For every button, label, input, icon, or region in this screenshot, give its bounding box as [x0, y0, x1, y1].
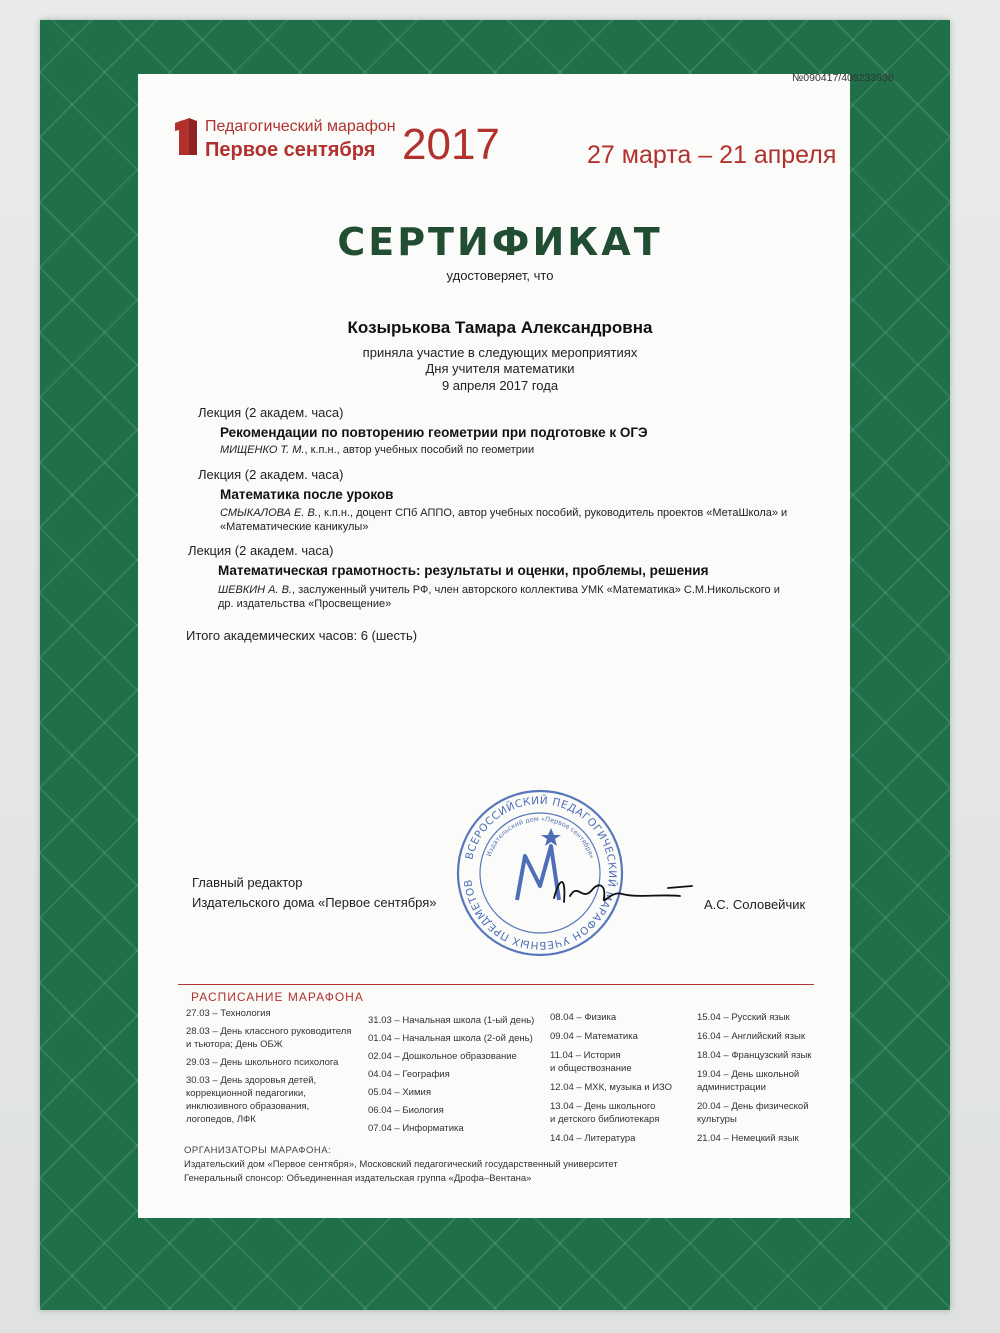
schedule-entry-line: 12.04 – МХК, музыка и ИЗО: [550, 1082, 673, 1093]
handwritten-signature: [548, 872, 698, 912]
schedule-entry-line: 18.04 – Французский язык: [697, 1050, 812, 1061]
schedule-entry-line: 02.04 – Дошкольное образование: [368, 1051, 517, 1062]
lecture-1-author: [220, 443, 534, 457]
schedule-entry-line: 14.04 – Литература: [550, 1133, 636, 1144]
event-name: Дня учителя математики: [425, 361, 575, 376]
schedule-entry-line: 04.04 – География: [368, 1069, 450, 1080]
total-hours: Итого академических часов: 6 (шесть): [186, 628, 418, 643]
marathon-logo-icon: [175, 117, 199, 157]
schedule-column-4: [697, 1011, 811, 1151]
signer-name: А.С. Соловейчик: [704, 897, 806, 912]
lecture-3-author-line2: др. издательства «Просвещение»: [218, 598, 392, 610]
schedule-entry: [550, 1030, 672, 1043]
schedule-entry-line: 28.03 – День классного руководителя: [186, 1026, 352, 1037]
schedule-entry: [697, 1011, 811, 1024]
lecture-1-author-details: , к.п.н., автор учебных пособий по геометрии: [304, 444, 535, 456]
signer-role: [192, 873, 437, 913]
schedule-entry-line: 07.04 – Информатика: [368, 1123, 464, 1134]
recipient-name: Козырькова Тамара Александровна: [347, 318, 653, 337]
schedule-entry-line: 09.04 – Математика: [550, 1031, 638, 1042]
schedule-entry-line: и детского библиотекаря: [550, 1114, 660, 1125]
lecture-2-title: Математика после уроков: [220, 487, 394, 502]
schedule-entry-line: 31.03 – Начальная школа (1-ый день): [368, 1015, 535, 1026]
schedule-entry-line: администрации: [697, 1082, 766, 1093]
schedule-entry: [550, 1132, 672, 1145]
lecture-1-author-name: МИЩЕНКО Т. М.: [220, 444, 305, 456]
schedule-column-1: [186, 1007, 351, 1131]
organizers-line-1: Издательский дом «Первое сентября», Московский педагогический государственный университет: [184, 1159, 618, 1170]
lecture-3-author: [218, 583, 780, 597]
lecture-2-author-line2: «Математические каникулы»: [220, 521, 369, 533]
schedule-entry-line: 01.04 – Начальная школа (2-ой день): [368, 1033, 533, 1044]
lecture-2-author: [220, 506, 787, 520]
schedule-entry: [186, 1007, 351, 1020]
schedule-entry: [697, 1049, 811, 1062]
lecture-3-type: Лекция (2 академ. часа): [188, 543, 334, 558]
schedule-entry: [697, 1068, 811, 1094]
lecture-2-author-details: , к.п.н., доцент СПб АППО, автор учебных пособий, руководитель проектов «МетаШкола» и: [317, 507, 788, 519]
schedule-entry: [697, 1132, 811, 1145]
schedule-entry: [550, 1100, 672, 1126]
schedule-entry: [368, 1050, 534, 1063]
schedule-title: РАСПИСАНИЕ МАРАФОНА: [191, 990, 364, 1004]
lecture-3-author-details: , заслуженный учитель РФ, член авторского коллектива УМК «Математика» С.М.Никольского и: [292, 584, 780, 596]
schedule-entry-line: 16.04 – Английский язык: [697, 1031, 805, 1042]
schedule-entry-line: 27.03 – Технология: [186, 1008, 271, 1019]
schedule-entry: [368, 1086, 534, 1099]
year: 2017: [402, 120, 500, 169]
schedule-entry: [550, 1049, 672, 1075]
logo-line-1: Педагогический марафон: [205, 118, 396, 135]
certifies-text: удостоверяет, что: [446, 268, 554, 283]
schedule-entry-line: 08.04 – Физика: [550, 1012, 617, 1023]
schedule-entry: [186, 1056, 351, 1069]
schedule-entry: [368, 1068, 534, 1081]
schedule-entry: [697, 1100, 811, 1126]
certificate-title: СЕРТИФИКАТ: [337, 220, 663, 264]
schedule-entry-line: 21.04 – Немецкий язык: [697, 1133, 799, 1144]
schedule-entry-line: и тьютора; День ОБЖ: [186, 1039, 283, 1050]
schedule-entry-line: логопедов, ЛФК: [186, 1114, 256, 1125]
schedule-entry-line: 30.03 – День здоровья детей,: [186, 1075, 317, 1086]
schedule-entry-line: 06.04 – Биология: [368, 1105, 444, 1116]
logo-line-2: Первое сентября: [205, 139, 376, 161]
lecture-2-author-name: СМЫКАЛОВА Е. В.: [220, 507, 318, 519]
schedule-entry: [368, 1032, 534, 1045]
schedule-entry-line: 15.04 – Русский язык: [697, 1012, 790, 1023]
schedule-entry: [550, 1081, 672, 1094]
schedule-column-3: [550, 1011, 672, 1151]
lecture-2-type: Лекция (2 академ. часа): [198, 467, 344, 482]
event-date: 9 апреля 2017 года: [441, 378, 559, 393]
schedule-entry-line: инклюзивного образования,: [186, 1101, 310, 1112]
schedule-entry-line: 13.04 – День школьного: [550, 1101, 656, 1112]
schedule-entry-line: культуры: [697, 1114, 737, 1125]
schedule-entry-line: коррекционной педагогики,: [186, 1088, 306, 1099]
lecture-3-author-name: ШЕВКИН А. В.: [218, 584, 292, 596]
participation-text: приняла участие в следующих мероприятиях: [362, 345, 638, 360]
schedule-entry: [368, 1122, 534, 1135]
schedule-entry: [550, 1011, 672, 1024]
svg-text:Издательский дом «Первое сентя: Издательский дом «Первое сентября»: [484, 814, 596, 860]
svg-text:ВСЕРОССИЙСКИЙ ПЕДАГОГИЧЕСКИЙ М: ВСЕРОССИЙСКИЙ ПЕДАГОГИЧЕСКИЙ МАРАФОН УЧЕБНЫХ ПРЕДМЕТОВ: [462, 794, 619, 952]
lecture-1-title: Рекомендации по повторению геометрии при подготовке к ОГЭ: [220, 425, 648, 440]
signer-role-line-1: Главный редактор: [192, 875, 303, 890]
organizers-title: ОРГАНИЗАТОРЫ МАРАФОНА:: [184, 1145, 332, 1156]
marathon-dates: 27 марта – 21 апреля: [587, 141, 837, 169]
schedule-entry-line: 19.04 – День школьной: [697, 1069, 800, 1080]
organizers-line-2: Генеральный спонсор: Объединенная издательская группа «Дрофа–Вентана»: [184, 1173, 532, 1184]
serial-number: №090417/408233938: [792, 72, 894, 84]
signer-role-line-2: Издательского дома «Первое сентября»: [192, 895, 437, 910]
schedule-column-2: [368, 1014, 534, 1140]
schedule-divider: [178, 984, 814, 985]
lecture-3-title: Математическая грамотность: результаты и оценки, проблемы, решения: [218, 563, 709, 578]
schedule-entry-line: 05.04 – Химия: [368, 1087, 431, 1098]
schedule-entry: [186, 1025, 351, 1051]
schedule-entry: [368, 1104, 534, 1117]
schedule-entry: [186, 1074, 351, 1126]
schedule-entry-line: и обществознание: [550, 1063, 632, 1074]
schedule-entry-line: 11.04 – История: [550, 1050, 621, 1061]
schedule-entry-line: 29.03 – День школьного психолога: [186, 1057, 339, 1068]
lecture-1-type: Лекция (2 академ. часа): [198, 405, 344, 420]
schedule-entry-line: 20.04 – День физической: [697, 1101, 809, 1112]
schedule-entry: [697, 1030, 811, 1043]
schedule-entry: [368, 1014, 534, 1027]
